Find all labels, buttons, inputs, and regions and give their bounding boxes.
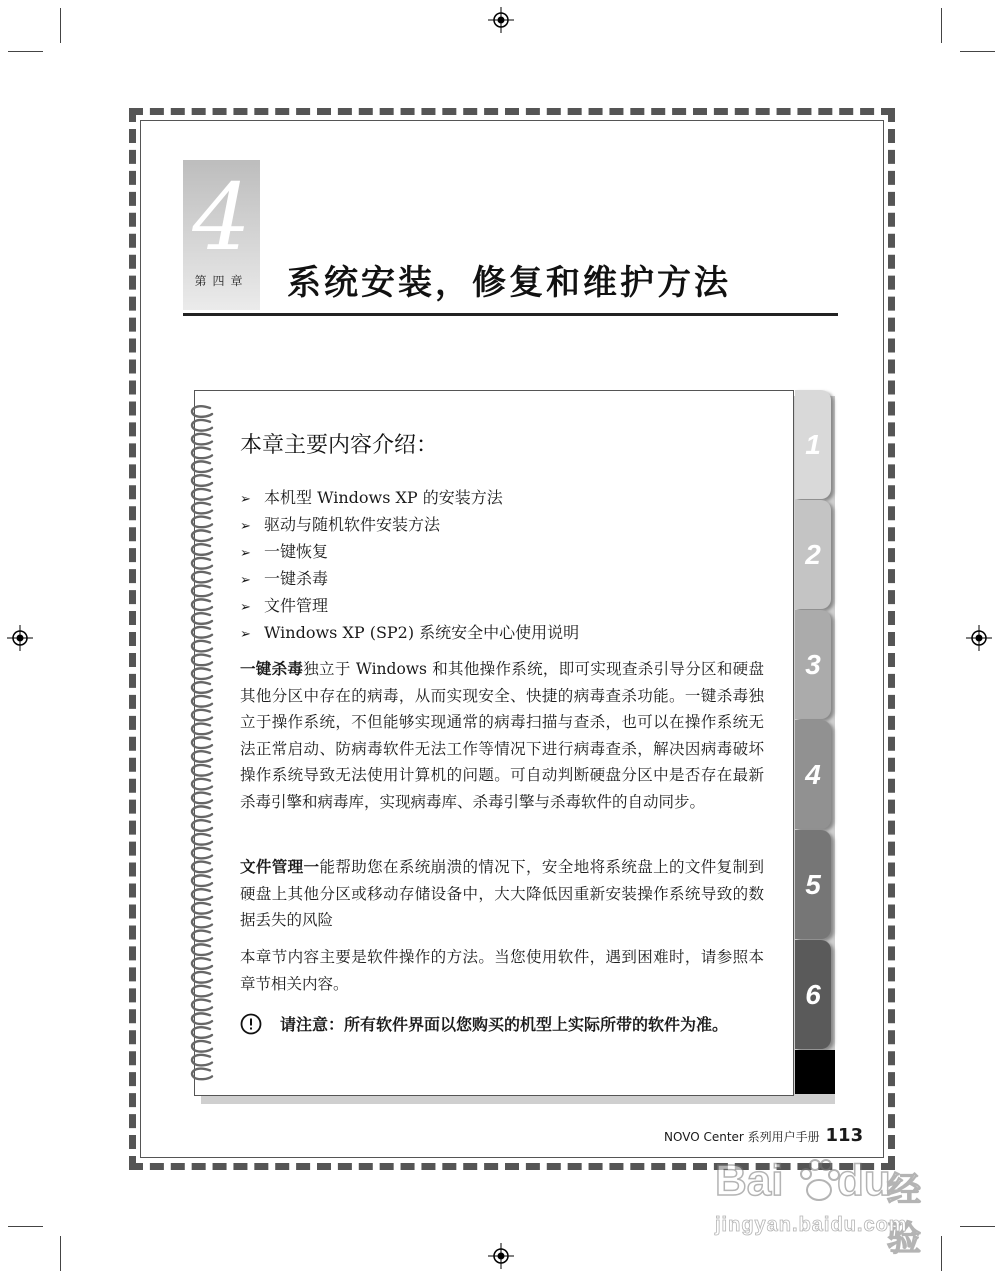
spiral-ring xyxy=(192,1069,212,1080)
spiral-ring xyxy=(192,558,212,569)
registration-mark-icon xyxy=(7,625,33,651)
spiral-ring xyxy=(192,461,212,472)
baidu-watermark xyxy=(715,1148,945,1259)
spiral-ring xyxy=(192,434,212,445)
spiral-ring xyxy=(192,420,212,431)
spiral-ring xyxy=(192,503,212,514)
crop-mark xyxy=(8,1226,43,1227)
section-title: 本章主要内容介绍： xyxy=(240,433,439,458)
paragraph-body: 独立于 Windows 和其他操作系统，即可实现查杀引导分区和硬盘其他分区中存在的病毒，从而实现安全、快捷的病毒查杀功能。一键杀毒独立于操作系统，不但能够实现通常的病毒扫描与查杀，也可以在操作系统无法正常启动、防病毒软件无法工作等情况下进行病毒查杀，解决因病毒破坏操作系统导致无法使用计算机的问题。可自动判断硬盘分区中是否存在最新杀毒引擎和病毒库，实现病毒库、杀毒引擎与杀毒软件的自动同步。 xyxy=(240,660,764,811)
paragraph-lead: 一键杀毒 xyxy=(240,660,304,678)
spiral-ring xyxy=(192,875,212,886)
chapter-tab-6: 6 xyxy=(795,940,831,1049)
list-item-text: 本机型 Windows XP 的安装方法 xyxy=(264,488,503,507)
chapter-number: 4 xyxy=(192,164,251,271)
chapter-tab-2: 2 xyxy=(795,500,831,609)
paragraph-antivirus xyxy=(240,656,764,815)
bullet-arrow-icon: ➢ xyxy=(240,573,251,588)
spiral-ring xyxy=(192,448,212,459)
paragraph-body: 能帮助您在系统崩溃的情况下，安全地将系统盘上的文件复制到硬盘上其他分区或移动存储设备中，大大降低因重新安装操作系统导致的数据丢失的风险 xyxy=(240,858,764,929)
spiral-ring xyxy=(192,944,212,955)
list-item xyxy=(240,592,579,619)
registration-mark-icon xyxy=(966,625,992,651)
spiral-ring xyxy=(192,1013,212,1024)
spiral-ring xyxy=(192,903,212,914)
spiral-ring xyxy=(192,641,212,652)
paragraph-lead: 文件管理一 xyxy=(240,858,320,876)
list-item-text: Windows XP (SP2) 系统安全中心使用说明 xyxy=(264,623,580,642)
crop-mark xyxy=(8,51,43,52)
chapter-label: 第四章 xyxy=(194,274,249,288)
spiral-ring xyxy=(192,599,212,610)
spiral-ring xyxy=(192,958,212,969)
crop-mark xyxy=(941,8,942,43)
spiral-ring xyxy=(192,986,212,997)
list-item xyxy=(240,619,579,646)
chapter-tab-3: 3 xyxy=(795,610,831,719)
chapter-tab-4: 4 xyxy=(795,720,831,829)
spiral-ring xyxy=(192,806,212,817)
manual-name: NOVO Center 系列用户手册 xyxy=(664,1130,820,1144)
spiral-ring xyxy=(192,1027,212,1038)
spiral-ring xyxy=(192,1041,212,1052)
watermark-url: jingyan.baidu.com xyxy=(715,1214,908,1236)
spiral-ring xyxy=(192,972,212,983)
crop-mark xyxy=(60,1236,61,1271)
list-item xyxy=(240,484,579,511)
list-item xyxy=(240,565,579,592)
registration-mark-icon xyxy=(488,7,514,33)
spiral-ring xyxy=(192,475,212,486)
registration-mark-icon xyxy=(488,1243,514,1269)
spiral-ring xyxy=(192,710,212,721)
paragraph-guide: 本章节内容主要是软件操作的方法。当您使用软件，遇到困难时，请参照本章节相关内容。 xyxy=(240,948,764,993)
spiral-ring xyxy=(192,848,212,859)
spiral-ring xyxy=(192,655,212,666)
list-item xyxy=(240,538,579,565)
title-rule xyxy=(183,313,838,316)
chapter-tab-1: 1 xyxy=(795,390,831,499)
spiral-ring xyxy=(192,489,212,500)
spiral-ring xyxy=(192,862,212,873)
spiral-ring xyxy=(192,834,212,845)
notice xyxy=(240,1012,728,1035)
spiral-ring xyxy=(192,779,212,790)
spiral-ring xyxy=(192,737,212,748)
spiral-ring xyxy=(192,406,212,417)
spiral-ring xyxy=(192,889,212,900)
spiral-ring xyxy=(192,544,212,555)
spiral-ring xyxy=(192,751,212,762)
crop-mark xyxy=(960,51,995,52)
content-list xyxy=(240,484,579,646)
watermark-cn: 经验 xyxy=(887,1170,921,1259)
spiral-binding-icon xyxy=(186,404,216,1084)
spiral-ring xyxy=(192,1000,212,1011)
notice-text: 请注意：所有软件界面以您购买的机型上实际所带的软件为准。 xyxy=(280,1015,729,1034)
spiral-ring xyxy=(192,917,212,928)
crop-mark xyxy=(960,1226,995,1227)
list-item-text: 文件管理 xyxy=(264,596,329,615)
spiral-ring xyxy=(192,627,212,638)
tab-end-block xyxy=(795,1050,835,1094)
list-item-text: 一键杀毒 xyxy=(264,569,329,588)
chapter-title: 系统安装，修复和维护方法 xyxy=(287,263,731,303)
warning-icon xyxy=(240,1013,262,1035)
list-item-text: 驱动与随机软件安装方法 xyxy=(264,515,441,534)
spiral-ring xyxy=(192,931,212,942)
list-item xyxy=(240,511,579,538)
bullet-arrow-icon: ➢ xyxy=(240,492,251,507)
spiral-ring xyxy=(192,696,212,707)
bullet-arrow-icon: ➢ xyxy=(240,546,251,561)
chapter-tabs xyxy=(795,390,835,1094)
paragraph-file-management xyxy=(240,854,764,934)
spiral-ring xyxy=(192,793,212,804)
spiral-ring xyxy=(192,765,212,776)
spiral-ring xyxy=(192,668,212,679)
spiral-ring xyxy=(192,724,212,735)
chapter-badge xyxy=(183,160,260,310)
chapter-tab-5: 5 xyxy=(795,830,831,939)
watermark-brand-right: du xyxy=(837,1156,891,1205)
spiral-ring xyxy=(192,1055,212,1066)
page-footer xyxy=(664,1125,863,1146)
spiral-ring xyxy=(192,572,212,583)
spiral-ring xyxy=(192,586,212,597)
spiral-ring xyxy=(192,613,212,624)
spiral-ring xyxy=(192,530,212,541)
bullet-arrow-icon: ➢ xyxy=(240,519,251,534)
spiral-ring xyxy=(192,682,212,693)
page-number: 113 xyxy=(825,1125,864,1146)
bullet-arrow-icon: ➢ xyxy=(240,600,251,615)
paw-icon xyxy=(797,1158,841,1204)
spiral-ring xyxy=(192,820,212,831)
spiral-ring xyxy=(192,517,212,528)
bullet-arrow-icon: ➢ xyxy=(240,627,251,642)
list-item-text: 一键恢复 xyxy=(264,542,329,561)
crop-mark xyxy=(60,8,61,43)
watermark-brand-left: Bai xyxy=(715,1156,784,1205)
